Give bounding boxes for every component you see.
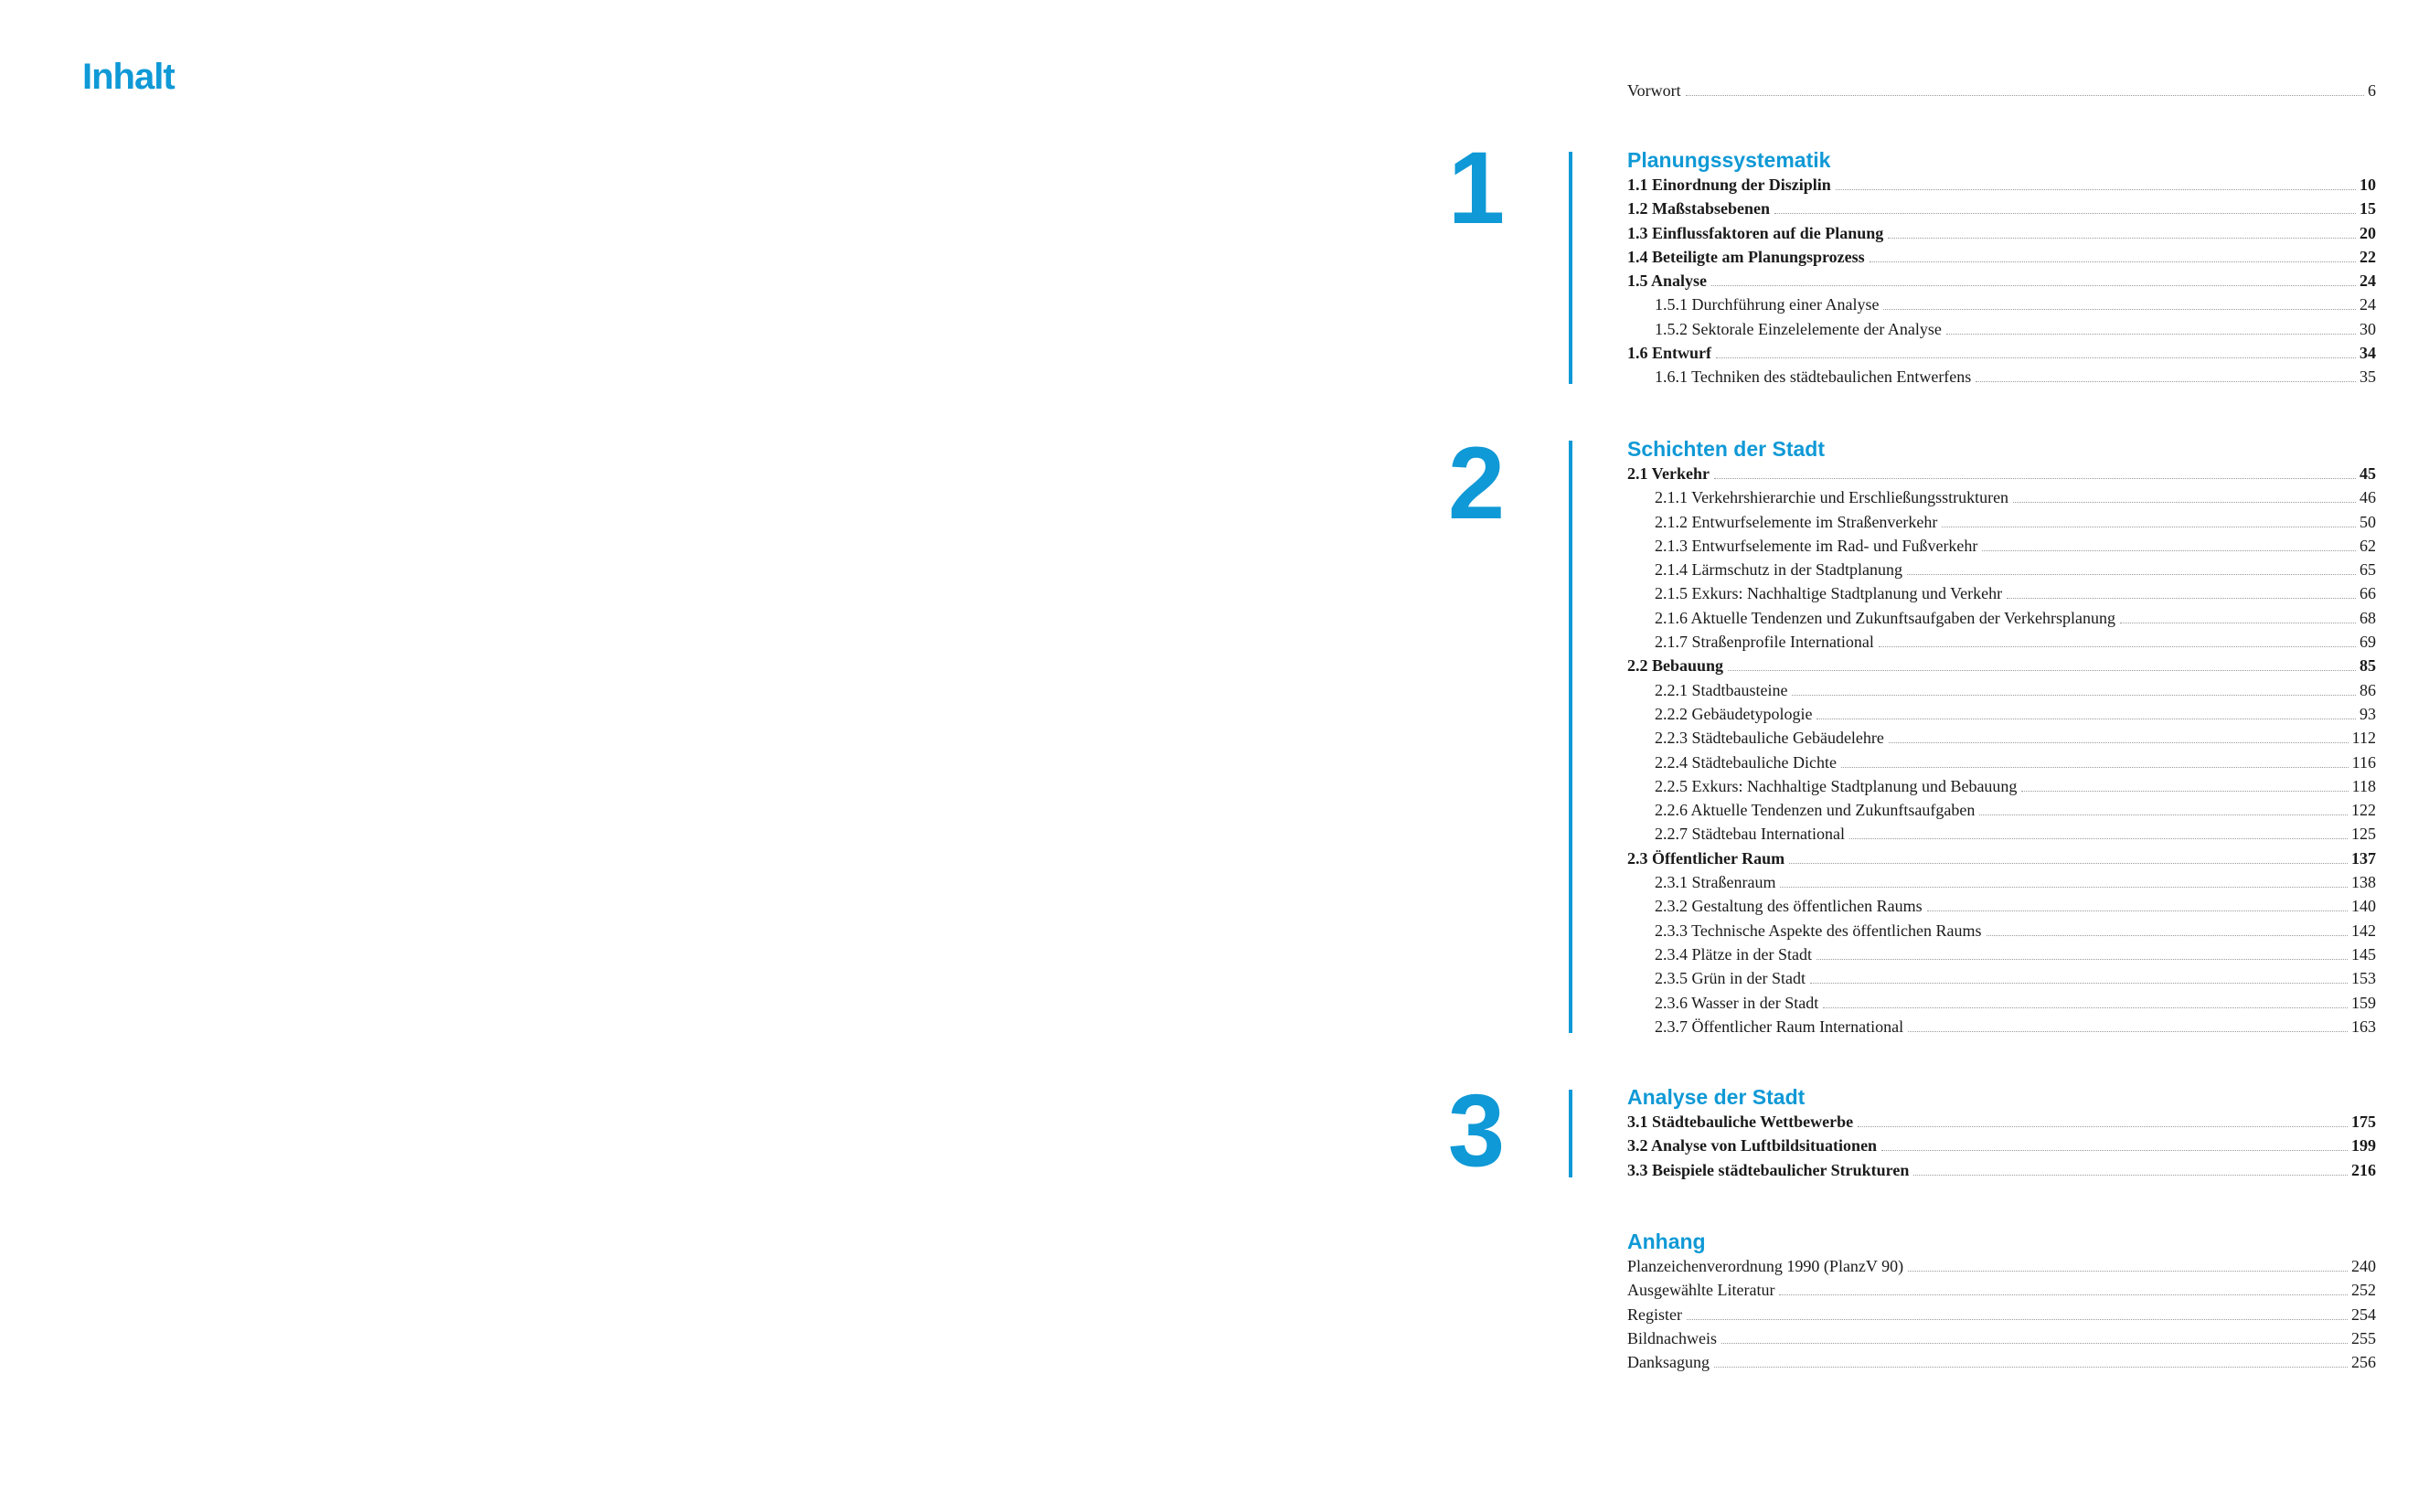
- toc-entry[interactable]: [1627, 341, 2376, 365]
- toc-entry[interactable]: [1627, 991, 2376, 1015]
- leader-dots: [1728, 669, 2356, 671]
- anhang-entries: [1627, 1254, 2376, 1374]
- toc-entry-label: 2.3 Öffentlicher Raum: [1627, 848, 1785, 868]
- leader-dots: [1686, 94, 2364, 96]
- toc-entry-page: 138: [2351, 873, 2376, 892]
- toc-entry-label: Vorwort: [1627, 81, 1681, 100]
- chapter-3-section: [1627, 1084, 2376, 1182]
- toc-entry-label: 2.3.2 Gestaltung des öffentlichen Raums: [1655, 897, 1923, 916]
- leader-dots: [1774, 212, 2356, 214]
- toc-entry-page: 255: [2351, 1328, 2376, 1347]
- leader-dots: [1721, 1342, 2348, 1344]
- chapter-1-section: [1627, 147, 2376, 389]
- toc-entry[interactable]: [1627, 774, 2376, 798]
- toc-entry-page: 22: [2360, 247, 2376, 266]
- leader-dots: [2120, 622, 2356, 623]
- leader-dots: [1687, 1318, 2348, 1320]
- toc-entry-vorwort[interactable]: [1627, 79, 2376, 102]
- toc-entry[interactable]: [1627, 822, 2376, 846]
- leader-dots: [1714, 477, 2356, 479]
- leader-dots: [2021, 790, 2348, 792]
- page-title: Inhalt: [82, 57, 175, 97]
- leader-dots: [1714, 1366, 2348, 1368]
- toc-entry-label: 2.1.1 Verkehrshierarchie und Erschließungsstrukturen: [1655, 488, 2009, 507]
- toc-entry-page: 34: [2360, 344, 2376, 363]
- leader-dots: [2013, 501, 2356, 503]
- leader-dots: [1810, 982, 2348, 984]
- toc-entry-label: 1.6.1 Techniken des städtebaulichen Entwerfens: [1655, 367, 1972, 387]
- toc-entry[interactable]: [1627, 317, 2376, 341]
- toc-entry-page: 216: [2351, 1160, 2376, 1179]
- toc-entry[interactable]: [1627, 534, 2376, 558]
- toc-entry-label: 1.3 Einflussfaktoren auf die Planung: [1627, 223, 1884, 242]
- toc-entry-page: 254: [2351, 1304, 2376, 1324]
- toc-entry-page: 163: [2351, 1017, 2376, 1036]
- toc-entry-label: 3.2 Analyse von Luftbildsituationen: [1627, 1136, 1878, 1155]
- toc-entry-page: 252: [2351, 1281, 2376, 1300]
- toc-entry[interactable]: [1627, 1110, 2376, 1134]
- toc-entry[interactable]: [1627, 726, 2376, 750]
- toc-entry[interactable]: [1627, 485, 2376, 509]
- toc-entry[interactable]: [1627, 197, 2376, 220]
- leader-dots: [1908, 1270, 2348, 1272]
- chapter-bar-1: [1569, 152, 1572, 384]
- toc-entry[interactable]: [1627, 1278, 2376, 1302]
- chapter-1-entries: [1627, 173, 2376, 389]
- leader-dots: [1789, 862, 2348, 864]
- toc-entry-page: 85: [2360, 656, 2376, 676]
- toc-entry-page: 118: [2351, 776, 2376, 795]
- toc-entry-page: 30: [2360, 319, 2376, 338]
- toc-entry-page: 199: [2351, 1136, 2376, 1155]
- toc-entry-page: 35: [2360, 367, 2376, 387]
- toc-entry[interactable]: [1627, 1134, 2376, 1157]
- toc-entry[interactable]: [1627, 581, 2376, 605]
- toc-entry-label: 2.1.6 Aktuelle Tendenzen und Zukunftsaufgaben der Verkehrsplanung: [1655, 608, 2115, 627]
- leader-dots: [1946, 333, 2356, 335]
- toc-entry-page: 256: [2351, 1353, 2376, 1372]
- leader-dots: [1883, 308, 2356, 310]
- toc-entry-label: 1.4 Beteiligte am Planungsprozess: [1627, 247, 1865, 266]
- toc-entry-page: 66: [2360, 584, 2376, 603]
- toc-entry[interactable]: [1627, 365, 2376, 389]
- toc-entry[interactable]: [1627, 510, 2376, 534]
- toc-entry[interactable]: [1627, 269, 2376, 293]
- toc-entry-label: Register: [1627, 1304, 1682, 1324]
- toc-entry-label: 2.1.7 Straßenprofile International: [1655, 633, 1874, 652]
- toc-entry[interactable]: [1627, 942, 2376, 966]
- toc-entry-page: 86: [2360, 680, 2376, 699]
- chapter-bar-3: [1569, 1090, 1572, 1177]
- toc-entry-page: 46: [2360, 488, 2376, 507]
- toc-entry-label: 3.1 Städtebauliche Wettbewerbe: [1627, 1113, 1854, 1131]
- toc-entry-label: Danksagung: [1627, 1353, 1710, 1372]
- toc-entry-page: 68: [2360, 608, 2376, 627]
- toc-entry[interactable]: [1627, 966, 2376, 990]
- chapter-number-3: 3: [1447, 1073, 1502, 1187]
- toc-entry[interactable]: [1627, 1015, 2376, 1038]
- toc-entry-page: 24: [2360, 272, 2376, 291]
- leader-dots: [1908, 1030, 2348, 1032]
- toc-entry-label: 2.2.2 Gebäudetypologie: [1655, 704, 1813, 723]
- toc-entry[interactable]: [1627, 702, 2376, 726]
- toc-entry[interactable]: [1627, 798, 2376, 822]
- toc-entry-label: 1.5.1 Durchführung einer Analyse: [1655, 295, 1880, 314]
- chapter-2-section: [1627, 436, 2376, 1038]
- toc-entry[interactable]: [1627, 630, 2376, 654]
- toc-entry-label: 3.3 Beispiele städtebaulicher Strukturen: [1627, 1160, 1910, 1179]
- toc-entry-label: 2.1.3 Entwurfselemente im Rad- und Fußverkehr: [1655, 536, 1978, 555]
- toc-entry-page: 45: [2360, 464, 2376, 483]
- toc-entry-label: 2.1 Verkehr: [1627, 464, 1710, 483]
- leader-dots: [1913, 1174, 2348, 1176]
- leader-dots: [1849, 837, 2348, 839]
- anhang-heading: Anhang: [1627, 1230, 1706, 1253]
- toc-entry-label: 2.2.5 Exkurs: Nachhaltige Stadtplanung und Bebauung: [1655, 776, 2018, 795]
- toc-entry-label: 2.2.7 Städtebau International: [1655, 825, 1845, 844]
- chapter-heading-3: Analyse der Stadt: [1627, 1085, 1806, 1109]
- toc-entry-page: 65: [2360, 560, 2376, 580]
- toc-entry-page: 116: [2351, 752, 2376, 772]
- toc-entry-label: Ausgewählte Literatur: [1627, 1281, 1775, 1300]
- toc-entry[interactable]: [1627, 462, 2376, 485]
- leader-dots: [1870, 261, 2356, 262]
- leader-dots: [1979, 814, 2348, 815]
- leader-dots: [1816, 718, 2356, 719]
- toc-entry-label: 1.1 Einordnung der Disziplin: [1627, 176, 1831, 194]
- toc-entry-label: 2.2.3 Städtebauliche Gebäudelehre: [1655, 729, 1884, 748]
- toc-entry-page: 50: [2360, 512, 2376, 531]
- toc-entry-page: 93: [2360, 704, 2376, 723]
- toc-entry-label: 2.3.3 Technische Aspekte des öffentlichen Raums: [1655, 921, 1982, 940]
- leader-dots: [1841, 766, 2349, 768]
- toc-entry-page: 62: [2360, 536, 2376, 555]
- leader-dots: [1816, 958, 2348, 960]
- chapter-bar-2: [1569, 441, 1572, 1033]
- toc-entry-label: 2.1.5 Exkurs: Nachhaltige Stadtplanung und Verkehr: [1655, 584, 2003, 603]
- toc-entry-page: 69: [2360, 633, 2376, 652]
- toc-entry[interactable]: [1627, 654, 2376, 677]
- toc-entry-label: 2.3.5 Grün in der Stadt: [1655, 969, 1806, 988]
- toc-entry-page: 240: [2351, 1257, 2376, 1275]
- leader-dots: [1879, 645, 2356, 647]
- toc-entry[interactable]: [1627, 558, 2376, 581]
- toc-entry-page: 137: [2351, 848, 2376, 868]
- toc-entry[interactable]: [1627, 1326, 2376, 1350]
- toc-entry[interactable]: [1627, 894, 2376, 918]
- leader-dots: [1907, 573, 2356, 575]
- leader-dots: [1836, 188, 2356, 190]
- toc-entry[interactable]: [1627, 1158, 2376, 1182]
- anhang-section: [1627, 1229, 2376, 1374]
- toc-entry[interactable]: [1627, 221, 2376, 245]
- toc-entry[interactable]: [1627, 606, 2376, 630]
- toc-entry-label: 2.2.4 Städtebauliche Dichte: [1655, 752, 1837, 772]
- leader-dots: [1823, 1006, 2348, 1008]
- toc-entry[interactable]: [1627, 847, 2376, 870]
- toc-entry-page: 6: [2368, 81, 2376, 100]
- toc-entry[interactable]: [1627, 870, 2376, 894]
- leader-dots: [1711, 284, 2356, 286]
- toc-entry-page: 145: [2351, 944, 2376, 964]
- toc-entry[interactable]: [1627, 245, 2376, 269]
- leader-dots: [2007, 597, 2356, 599]
- leader-dots: [1888, 237, 2356, 239]
- toc-entry-label: 2.2.6 Aktuelle Tendenzen und Zukunftsaufgaben: [1655, 801, 1976, 820]
- toc-entry[interactable]: [1627, 173, 2376, 197]
- toc-entry-label: 2.2.1 Stadtbausteine: [1655, 680, 1788, 699]
- chapter-heading-1: Planungssystematik: [1627, 148, 1831, 172]
- toc-entry-label: 1.5.2 Sektorale Einzelelemente der Analyse: [1655, 319, 1942, 338]
- chapter-heading-2: Schichten der Stadt: [1627, 437, 1825, 461]
- leader-dots: [1881, 1149, 2348, 1151]
- leader-dots: [1792, 694, 2356, 696]
- toc-entry[interactable]: [1627, 1350, 2376, 1374]
- leader-dots: [1889, 741, 2349, 743]
- toc-entry-label: 2.1.4 Lärmschutz in der Stadtplanung: [1655, 560, 1902, 580]
- toc-entry[interactable]: [1627, 751, 2376, 774]
- leader-dots: [1976, 380, 2356, 382]
- toc-entry-label: 1.5 Analyse: [1627, 272, 1708, 291]
- toc-entry-page: 112: [2351, 729, 2376, 748]
- toc-entry-label: Bildnachweis: [1627, 1328, 1717, 1347]
- leader-dots: [1987, 934, 2349, 936]
- toc-entry-page: 10: [2360, 176, 2376, 194]
- toc-entry-page: 140: [2351, 897, 2376, 916]
- toc-entry-label: 2.3.7 Öffentlicher Raum International: [1655, 1017, 1904, 1036]
- toc-entry-label: 2.3.6 Wasser in der Stadt: [1655, 993, 1819, 1012]
- toc-entry-page: 159: [2351, 993, 2376, 1012]
- leader-dots: [1716, 357, 2356, 358]
- toc-entry-label: Planzeichenverordnung 1990 (PlanzV 90): [1627, 1257, 1904, 1275]
- leader-dots: [1780, 886, 2348, 888]
- toc-entry-label: 2.1.2 Entwurfselemente im Straßenverkehr: [1655, 512, 1938, 531]
- toc-entry-page: 15: [2360, 199, 2376, 218]
- toc-entry-label: 1.6 Entwurf: [1627, 344, 1712, 363]
- toc-entry[interactable]: [1627, 293, 2376, 316]
- chapter-number-1: 1: [1447, 131, 1502, 245]
- toc-entry-page: 20: [2360, 223, 2376, 242]
- chapter-number-2: 2: [1447, 426, 1502, 540]
- toc-entry-page: 175: [2351, 1113, 2376, 1131]
- toc-entry[interactable]: [1627, 678, 2376, 702]
- chapter-3-entries: [1627, 1110, 2376, 1182]
- toc-entry[interactable]: [1627, 1254, 2376, 1278]
- leader-dots: [1779, 1294, 2348, 1295]
- toc-vorwort: [1627, 79, 2376, 102]
- toc-entry-label: 2.3.1 Straßenraum: [1655, 873, 1776, 892]
- toc-entry-page: 122: [2351, 801, 2376, 820]
- toc-entry[interactable]: [1627, 1303, 2376, 1326]
- toc-entry-label: 1.2 Maßstabsebenen: [1627, 199, 1771, 218]
- toc-entry-page: 153: [2351, 969, 2376, 988]
- toc-entry-page: 24: [2360, 295, 2376, 314]
- toc-entry-page: 125: [2351, 825, 2376, 844]
- leader-dots: [1942, 526, 2356, 527]
- leader-dots: [1927, 910, 2348, 911]
- leader-dots: [1858, 1125, 2348, 1127]
- chapter-2-entries: [1627, 462, 2376, 1038]
- toc-entry-label: 2.2 Bebauung: [1627, 656, 1724, 676]
- toc-entry-page: 142: [2351, 921, 2376, 940]
- toc-entry-label: 2.3.4 Plätze in der Stadt: [1655, 944, 1812, 964]
- leader-dots: [1982, 549, 2356, 551]
- toc-entry[interactable]: [1627, 919, 2376, 942]
